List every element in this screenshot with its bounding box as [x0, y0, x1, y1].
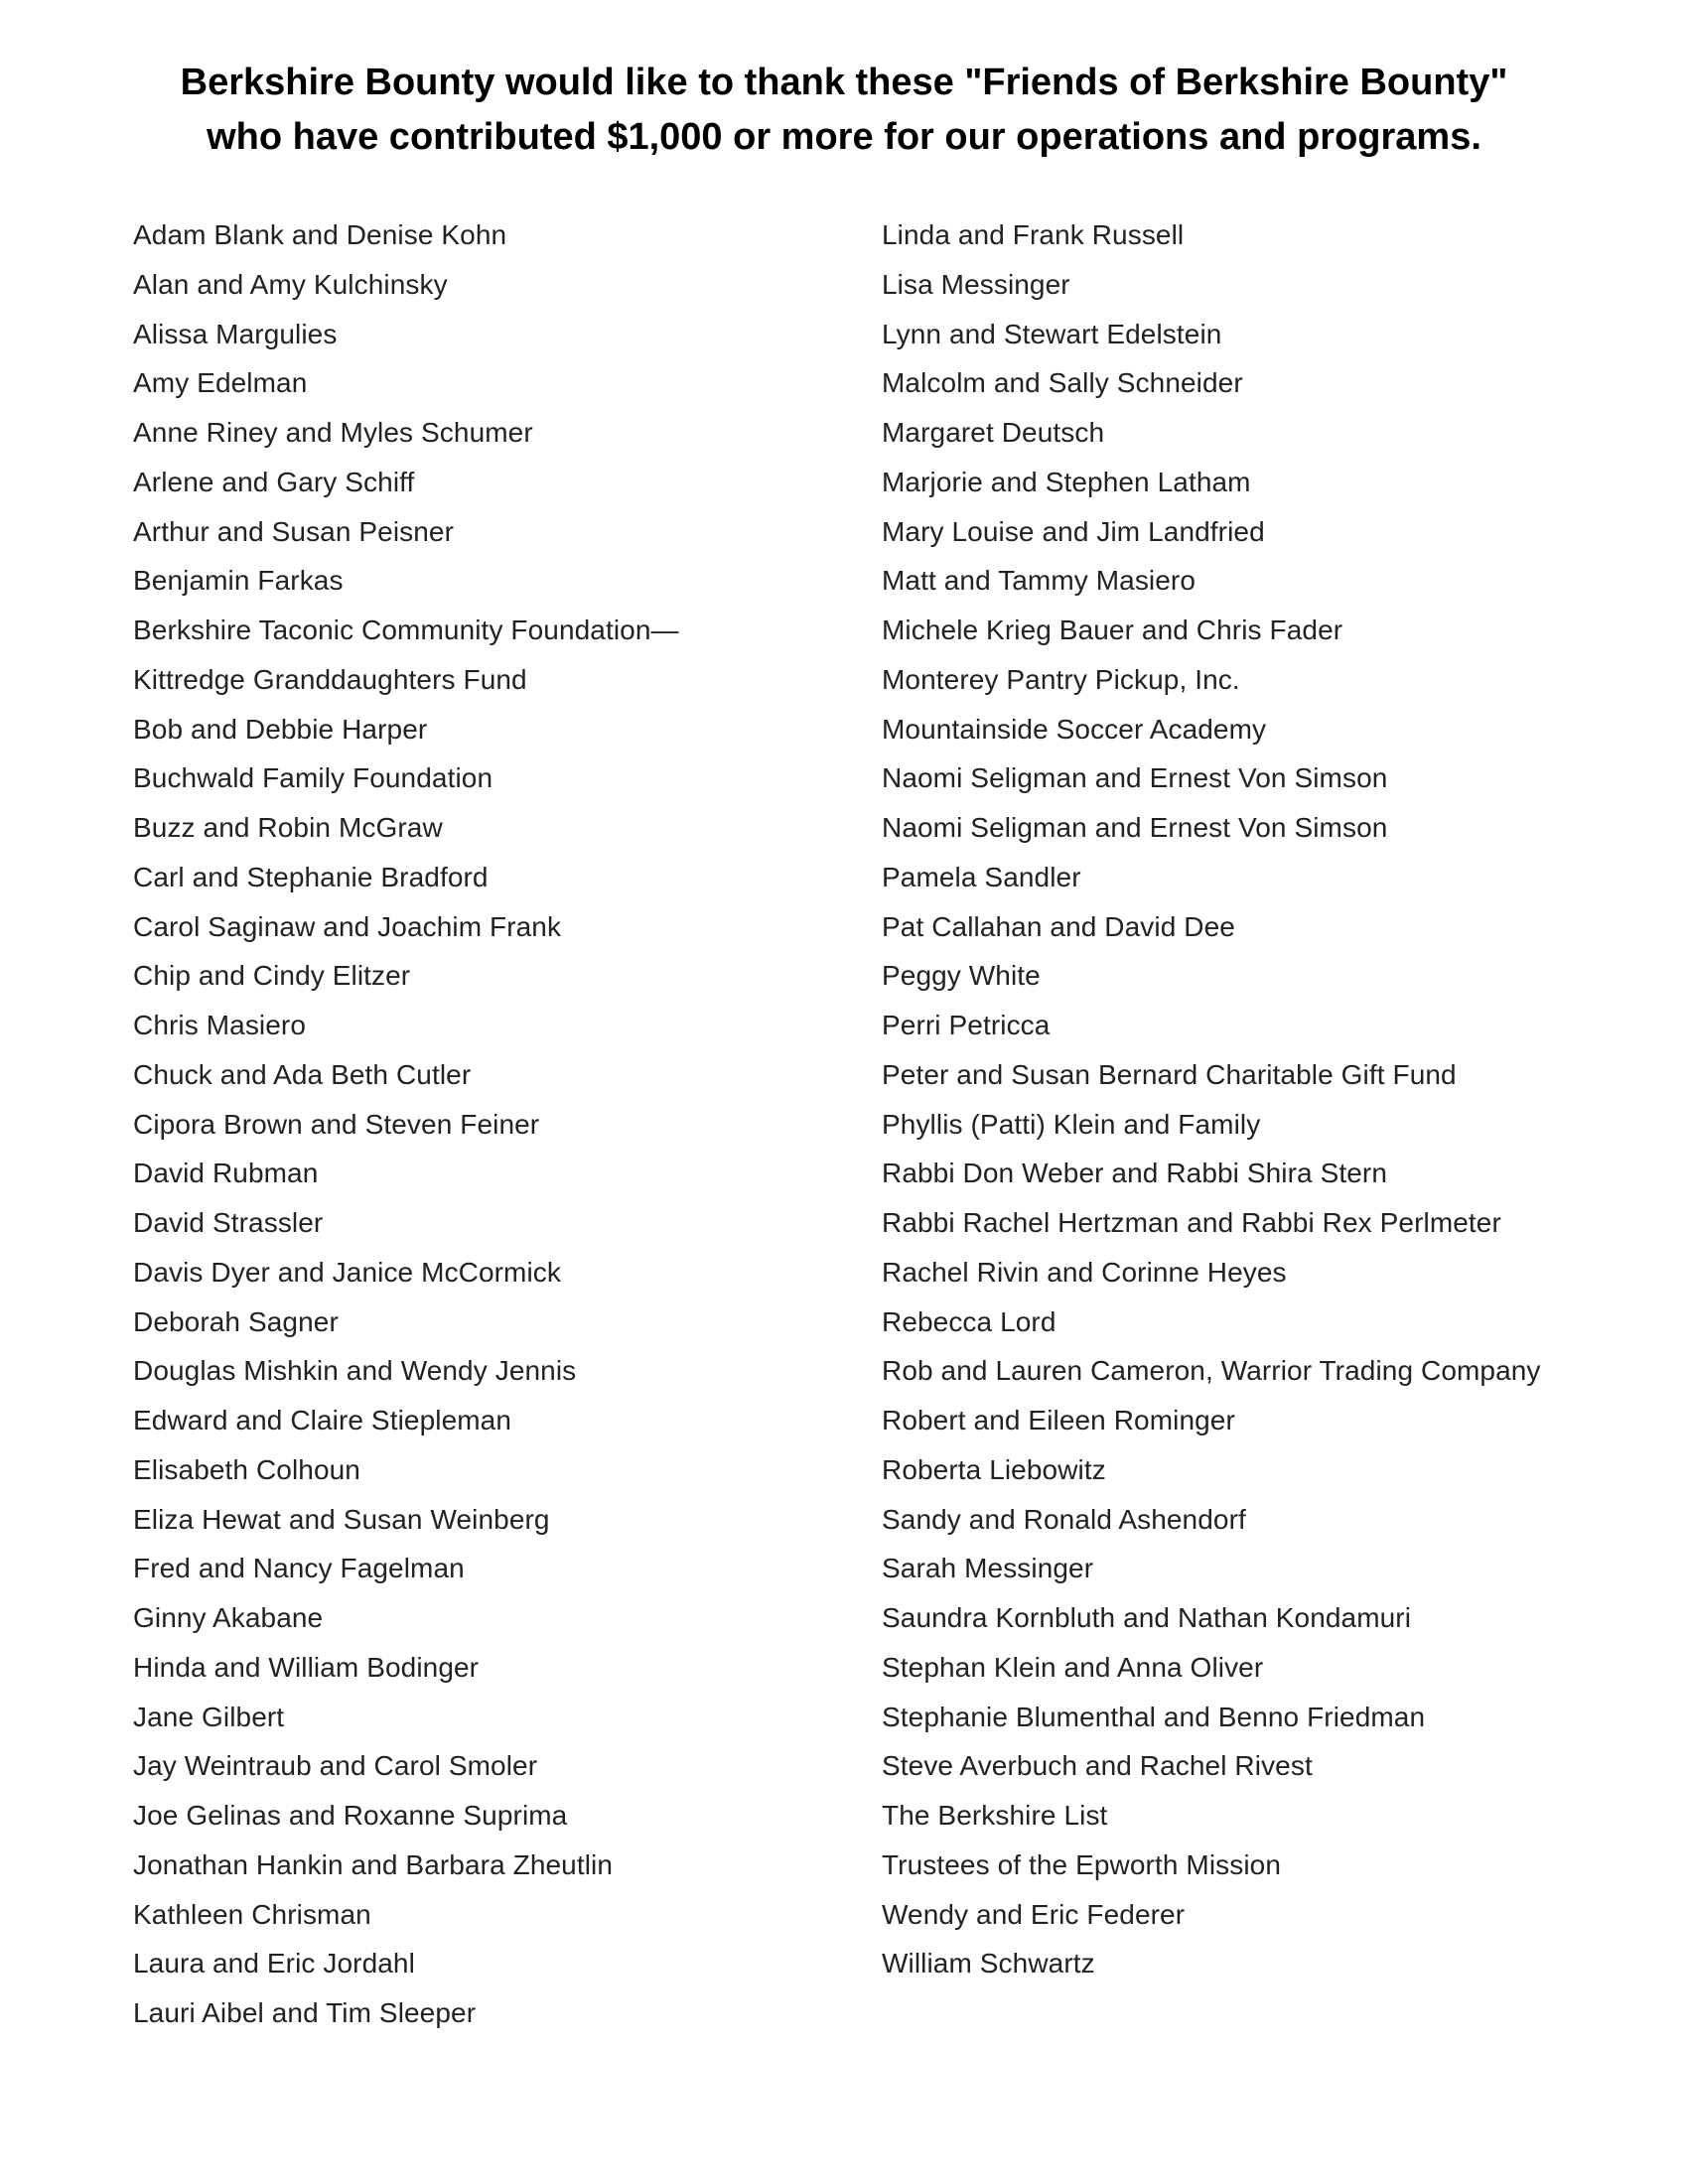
donor-name: William Schwartz — [882, 1948, 1095, 1979]
donor-name: Fred and Nancy Fagelman — [133, 1553, 465, 1584]
donor-name: Chris Masiero — [133, 1010, 307, 1040]
donor-name: Mary Louise and Jim Landfried — [882, 515, 1265, 547]
donor-name: Rachel Rivin and Corinne Heyes — [882, 1256, 1287, 1288]
page-title-line-1: Berkshire Bounty would like to thank these "Friends of Berkshire Bounty" — [180, 62, 1508, 103]
donor-name: Chuck and Ada Beth Cutler — [133, 1058, 472, 1090]
donor-name: Kittredge Granddaughters Fund — [133, 663, 527, 695]
donor-name: Stephanie Blumenthal and Benno Friedman — [882, 1701, 1426, 1732]
donor-name: Malcolm and Sally Schneider — [882, 367, 1243, 399]
donor-name: Davis Dyer and Janice McCormick — [133, 1256, 561, 1288]
donor-name: Berkshire Taconic Community Foundation— — [133, 614, 679, 645]
donor-name: Cipora Brown and Steven Feiner — [133, 1108, 540, 1140]
donor-name: Pat Callahan and David Dee — [882, 910, 1235, 942]
donor-name: Kathleen Chrisman — [133, 1898, 371, 1930]
donor-list-right-column — [882, 210, 1617, 1988]
donor-name: Jay Weintraub and Carol Smoler — [133, 1750, 538, 1782]
donor-name: Phyllis (Patti) Klein and Family — [882, 1108, 1261, 1140]
donor-name: Bob and Debbie Harper — [133, 713, 428, 745]
donor-name: Deborah Sagner — [133, 1305, 339, 1337]
donor-name: Chip and Cindy Elitzer — [133, 960, 411, 992]
page-title-line-2: who have contributed $1,000 or more for our operations and programs. — [207, 116, 1481, 158]
donor-name: Margaret Deutsch — [882, 417, 1105, 448]
donor-name: Michele Krieg Bauer and Chris Fader — [882, 614, 1343, 645]
donor-name: Rebecca Lord — [882, 1305, 1056, 1337]
donor-name: Robert and Eileen Rominger — [882, 1405, 1235, 1435]
donor-name: Trustees of the Epworth Mission — [882, 1848, 1282, 1880]
donor-list-left-column — [133, 210, 848, 2038]
donor-name: Pamela Sandler — [882, 861, 1081, 892]
donor-name: Buchwald Family Foundation — [133, 762, 493, 794]
donor-name: Anne Riney and Myles Schumer — [133, 417, 533, 448]
donor-name: Douglas Mishkin and Wendy Jennis — [133, 1355, 577, 1387]
donor-name: Benjamin Farkas — [133, 565, 344, 597]
donor-name: Ginny Akabane — [133, 1602, 324, 1633]
donor-name: Adam Blank and Denise Kohn — [133, 219, 507, 250]
donor-name: Jane Gilbert — [133, 1701, 285, 1732]
donor-name: Rob and Lauren Cameron, Warrior Trading Company — [882, 1355, 1541, 1387]
donor-name: Sarah Messinger — [882, 1553, 1094, 1584]
donor-name: Rabbi Rachel Hertzman and Rabbi Rex Perlmeter — [882, 1207, 1501, 1238]
donor-name: Joe Gelinas and Roxanne Suprima — [133, 1800, 568, 1831]
donor-name: Buzz and Robin McGraw — [133, 812, 443, 843]
donor-name: Hinda and William Bodinger — [133, 1651, 480, 1683]
donor-name: Carl and Stephanie Bradford — [133, 861, 489, 892]
donor-name: Steve Averbuch and Rachel Rivest — [882, 1750, 1313, 1782]
donor-name: Perri Petricca — [882, 1010, 1051, 1040]
donor-name: Edward and Claire Stiepleman — [133, 1405, 512, 1435]
donor-name: Carol Saginaw and Joachim Frank — [133, 910, 562, 942]
donor-name: Mountainside Soccer Academy — [882, 713, 1267, 745]
donor-name: Laura and Eric Jordahl — [133, 1948, 415, 1979]
donor-name: Arthur and Susan Peisner — [133, 515, 455, 547]
donor-name: Lisa Messinger — [882, 268, 1070, 300]
donor-name: David Strassler — [133, 1207, 324, 1238]
donor-name: The Berkshire List — [882, 1800, 1108, 1831]
donor-name: Peggy White — [882, 960, 1041, 992]
donor-name: Stephan Klein and Anna Oliver — [882, 1651, 1264, 1683]
donor-name: Roberta Liebowitz — [882, 1453, 1106, 1485]
donor-name: Wendy and Eric Federer — [882, 1898, 1186, 1930]
donor-name: Naomi Seligman and Ernest Von Simson — [882, 812, 1388, 843]
donor-name: Lynn and Stewart Edelstein — [882, 318, 1222, 349]
donor-name: Amy Edelman — [133, 367, 308, 399]
page-header — [0, 56, 1688, 165]
donor-name: Eliza Hewat and Susan Weinberg — [133, 1503, 550, 1535]
donor-name: Jonathan Hankin and Barbara Zheutlin — [133, 1848, 614, 1880]
donor-name: Peter and Susan Bernard Charitable Gift Fund — [882, 1058, 1457, 1090]
donor-name: Arlene and Gary Schiff — [133, 466, 415, 497]
donor-name: Alan and Amy Kulchinsky — [133, 268, 448, 300]
donor-name: Monterey Pantry Pickup, Inc. — [882, 663, 1240, 695]
donor-name: Lauri Aibel and Tim Sleeper — [133, 1997, 477, 2028]
donor-name: Matt and Tammy Masiero — [882, 565, 1196, 597]
donor-name: David Rubman — [133, 1158, 319, 1189]
donor-name: Rabbi Don Weber and Rabbi Shira Stern — [882, 1158, 1388, 1189]
donor-name: Linda and Frank Russell — [882, 219, 1185, 250]
donor-name: Naomi Seligman and Ernest Von Simson — [882, 762, 1388, 794]
donor-name: Alissa Margulies — [133, 318, 338, 349]
donor-name: Saundra Kornbluth and Nathan Kondamuri — [882, 1602, 1412, 1633]
donor-name: Sandy and Ronald Ashendorf — [882, 1503, 1246, 1535]
donor-name: Marjorie and Stephen Latham — [882, 466, 1251, 497]
donor-name: Elisabeth Colhoun — [133, 1453, 360, 1485]
